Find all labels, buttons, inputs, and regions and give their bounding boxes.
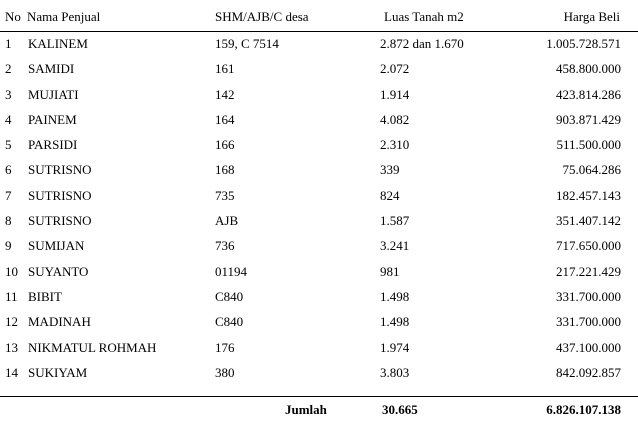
table-row — [0, 260, 638, 285]
cell-no: 1 — [5, 36, 12, 51]
cell-luas: 2.310 — [380, 137, 410, 153]
cell-no: 8 — [5, 213, 12, 229]
cell-luas: 1.587 — [380, 213, 410, 229]
cell-shm: 736 — [215, 238, 235, 254]
cell-harga: 217.221.429 — [556, 263, 621, 279]
cell-name: SUTRISNO — [28, 213, 92, 229]
cell-harga: 1.005.728.571 — [546, 36, 621, 51]
cell-name: SUYANTO — [28, 263, 89, 279]
cell-harga: 437.100.000 — [556, 339, 621, 355]
cell-no: 4 — [5, 111, 12, 127]
cell-no: 12 — [5, 314, 18, 330]
cell-name: MUJIATI — [28, 86, 79, 102]
cell-name: MADINAH — [28, 314, 91, 330]
cell-shm: 735 — [215, 187, 235, 203]
cell-harga: 717.650.000 — [556, 238, 621, 254]
cell-name: SUTRISNO — [28, 187, 92, 203]
cell-harga: 331.700.000 — [556, 314, 621, 330]
cell-harga: 511.500.000 — [556, 137, 621, 153]
cell-no: 2 — [5, 61, 12, 77]
cell-luas: 2.872 dan 1.670 — [380, 36, 464, 51]
header-shm: SHM/AJB/C desa — [215, 9, 309, 24]
total-row — [0, 400, 638, 422]
header-luas: Luas Tanah m2 — [384, 9, 464, 24]
cell-name: BIBIT — [28, 288, 62, 304]
cell-no: 3 — [5, 86, 12, 102]
table-row — [0, 133, 638, 158]
cell-shm: 159, C 7514 — [215, 36, 279, 51]
cell-name: NIKMATUL ROHMAH — [28, 339, 157, 355]
cell-harga: 331.700.000 — [556, 288, 621, 304]
cell-shm: 164 — [215, 111, 235, 127]
header-name: Nama Penjual — [27, 9, 101, 24]
total-luas: 30.665 — [382, 402, 418, 417]
cell-shm: 161 — [215, 61, 235, 77]
cell-luas: 981 — [380, 263, 400, 279]
cell-harga: 351.407.142 — [556, 213, 621, 229]
cell-shm: C840 — [215, 288, 244, 304]
cell-no: 14 — [5, 364, 18, 380]
cell-name: PARSIDI — [28, 137, 78, 153]
cell-harga: 423.814.286 — [556, 86, 621, 102]
table-row — [0, 184, 638, 209]
header-no: No — [5, 9, 21, 24]
table-row — [0, 310, 638, 335]
cell-shm: 168 — [215, 162, 235, 178]
cell-harga: 75.064.286 — [562, 162, 621, 178]
table-row — [0, 209, 638, 234]
cell-shm: C840 — [215, 314, 244, 330]
cell-shm: 176 — [215, 339, 235, 355]
total-divider — [0, 396, 638, 397]
cell-luas: 3.241 — [380, 238, 410, 254]
table-row — [0, 57, 638, 82]
cell-luas: 1.498 — [380, 314, 410, 330]
table-row — [0, 108, 638, 133]
cell-no: 11 — [5, 288, 18, 304]
table-header-row — [0, 0, 638, 32]
cell-name: SUMIJAN — [28, 238, 85, 254]
cell-name: KALINEM — [28, 36, 88, 51]
total-label: Jumlah — [285, 402, 327, 417]
cell-harga: 182.457.143 — [556, 187, 621, 203]
cell-luas: 1.498 — [380, 288, 410, 304]
cell-luas: 4.082 — [380, 111, 410, 127]
cell-shm: 01194 — [215, 263, 248, 279]
cell-harga: 903.871.429 — [556, 111, 621, 127]
header-harga: Harga Beli — [563, 9, 620, 24]
cell-luas: 2.072 — [380, 61, 410, 77]
cell-no: 13 — [5, 339, 18, 355]
total-harga: 6.826.107.138 — [546, 402, 621, 417]
cell-harga: 458.800.000 — [556, 61, 621, 77]
cell-no: 10 — [5, 263, 18, 279]
table-row — [0, 285, 638, 310]
cell-no: 9 — [5, 238, 12, 254]
cell-luas: 3.803 — [380, 364, 410, 380]
table-row — [0, 83, 638, 108]
cell-shm: AJB — [215, 213, 239, 229]
cell-shm: 166 — [215, 137, 235, 153]
cell-name: SUKIYAM — [28, 364, 88, 380]
table-row — [0, 32, 638, 57]
cell-harga: 842.092.857 — [556, 364, 621, 380]
cell-no: 6 — [5, 162, 12, 178]
table-row — [0, 361, 638, 386]
cell-shm: 142 — [215, 86, 235, 102]
cell-name: SUTRISNO — [28, 162, 92, 178]
cell-luas: 824 — [380, 187, 400, 203]
cell-name: PAINEM — [28, 111, 77, 127]
table-row — [0, 234, 638, 259]
cell-luas: 1.974 — [380, 339, 410, 355]
cell-no: 5 — [5, 137, 12, 153]
cell-luas: 1.914 — [380, 86, 410, 102]
cell-name: SAMIDI — [28, 61, 75, 77]
table-row — [0, 336, 638, 361]
cell-no: 7 — [5, 187, 12, 203]
header-divider — [0, 31, 638, 32]
cell-shm: 380 — [215, 364, 235, 380]
cell-luas: 339 — [380, 162, 400, 178]
table-row — [0, 158, 638, 183]
